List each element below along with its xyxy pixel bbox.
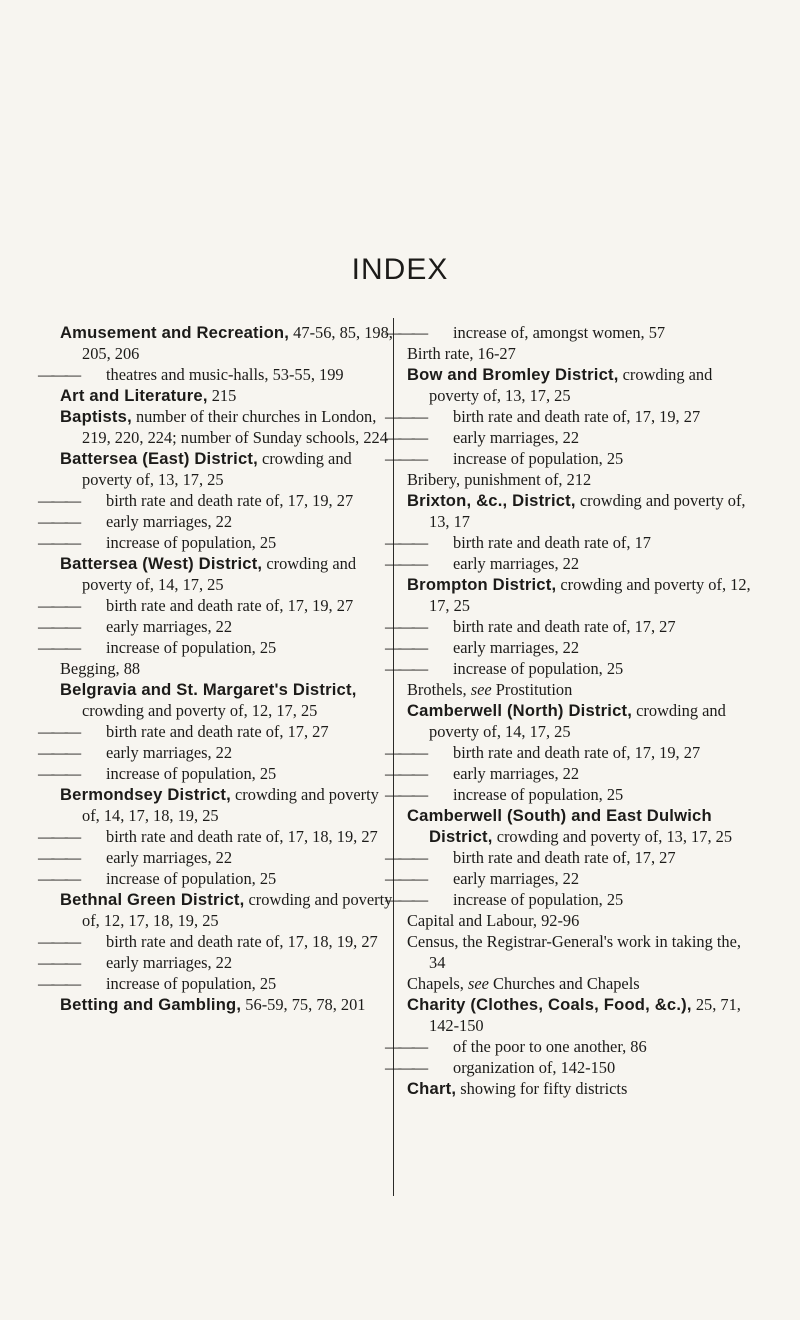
entry-text: crowding and poverty of, 14, 17, 25 [82, 554, 357, 594]
ditto-dash [407, 322, 453, 343]
entry-heading: Battersea (West) District, [60, 554, 263, 573]
index-entry [60, 994, 400, 1015]
ditto-dash [60, 826, 106, 847]
index-entry [407, 994, 752, 1036]
entry-text: Capital and Labour, 92-96 [407, 911, 580, 930]
entry-text: increase of population, 25 [106, 869, 277, 888]
index-entry [407, 973, 752, 994]
ditto-dash [407, 658, 453, 679]
ditto-dash [60, 847, 106, 868]
entry-text: increase of population, 25 [106, 974, 277, 993]
entry-see-reference: see [468, 974, 489, 993]
index-entry [407, 679, 752, 700]
entry-text: number of their churches in London, 219, 220, 224; number of Sunday schools, 224 [82, 407, 388, 447]
entry-text: increase of population, 25 [106, 638, 277, 657]
entry-heading: Baptists, [60, 407, 132, 426]
index-subentry [60, 511, 400, 532]
ditto-dash [60, 490, 106, 511]
index-entry [407, 343, 752, 364]
entry-see-reference: see [470, 680, 492, 699]
index-subentry [60, 721, 400, 742]
index-subentry [407, 847, 752, 868]
ditto-dash [407, 532, 453, 553]
entry-text: birth rate and death rate of, 17, 19, 27 [106, 596, 354, 615]
entry-heading: Bermondsey District, [60, 785, 231, 804]
entry-text: increase of population, 25 [453, 449, 624, 468]
entry-heading: Bow and Bromley District, [407, 365, 619, 384]
entry-text: early marriages, 22 [453, 428, 580, 447]
index-subentry [407, 427, 752, 448]
index-subentry [407, 616, 752, 637]
ditto-dash [407, 616, 453, 637]
entry-text: increase of population, 25 [106, 533, 277, 552]
entry-heading: Art and Literature, [60, 386, 208, 405]
entry-heading: Camberwell (South) and East Dulwich District, [407, 806, 712, 846]
entry-text: increase of population, 25 [453, 890, 624, 909]
index-entry [407, 700, 752, 742]
entry-text: Birth rate, 16-27 [407, 344, 516, 363]
entry-text: birth rate and death rate of, 17, 19, 27 [106, 491, 354, 510]
entry-heading: Battersea (East) District, [60, 449, 258, 468]
entry-text: increase of, amongst women, 57 [453, 323, 666, 342]
ditto-dash [407, 427, 453, 448]
ditto-dash [407, 448, 453, 469]
entry-text: crowding and poverty of, 14, 17, 18, 19, 25 [82, 785, 379, 825]
ditto-dash [407, 784, 453, 805]
index-subentry [407, 784, 752, 805]
entry-text: birth rate and death rate of, 17, 27 [453, 848, 676, 867]
index-entry [407, 574, 752, 616]
entry-text: birth rate and death rate of, 17, 27 [453, 617, 676, 636]
index-entry [60, 658, 400, 679]
entry-text: organization of, 142-150 [453, 1058, 616, 1077]
ditto-dash [407, 1057, 453, 1078]
entry-text: showing for fifty districts [456, 1079, 628, 1098]
ditto-dash [407, 637, 453, 658]
index-entry [60, 385, 400, 406]
index-subentry [407, 658, 752, 679]
entry-text: crowding and poverty of, 12, 17, 25 [429, 575, 751, 615]
index-entry [60, 889, 400, 931]
ditto-dash [407, 1036, 453, 1057]
index-entry [407, 805, 752, 847]
entry-text: birth rate and death rate of, 17, 27 [106, 722, 329, 741]
index-subentry [60, 847, 400, 868]
ditto-dash [407, 742, 453, 763]
entry-text: Chapels, [407, 974, 469, 993]
entry-text: crowding and poverty of, 13, 17, 25 [429, 365, 713, 405]
entry-text: early marriages, 22 [106, 512, 233, 531]
entry-text: early marriages, 22 [106, 743, 233, 762]
ditto-dash [60, 868, 106, 889]
entry-text: 25, 71, 142-150 [429, 995, 741, 1035]
index-subentry [60, 952, 400, 973]
index-subentry [407, 637, 752, 658]
entry-text: Census, the Registrar-General's work in taking the, 34 [407, 932, 741, 972]
index-entry [407, 931, 752, 973]
index-subentry [407, 448, 752, 469]
index-subentry [407, 406, 752, 427]
entry-text: 47-56, 85, 198, 205, 206 [82, 323, 393, 363]
entry-text: 215 [207, 386, 237, 405]
index-entry [60, 679, 400, 721]
index-subentry [60, 868, 400, 889]
index-subentry [407, 553, 752, 574]
entry-text: early marriages, 22 [106, 617, 233, 636]
entry-see-target: Churches and Chapels [488, 974, 640, 993]
entry-heading: Bethnal Green District, [60, 890, 245, 909]
ditto-dash [60, 763, 106, 784]
entry-text: of the poor to one another, 86 [453, 1037, 647, 1056]
entry-text: increase of population, 25 [453, 659, 624, 678]
ditto-dash [60, 721, 106, 742]
entry-text: early marriages, 22 [453, 869, 580, 888]
index-entry [407, 364, 752, 406]
index-subentry [60, 742, 400, 763]
entry-text: crowding and poverty of, 13, 17 [429, 491, 746, 531]
ditto-dash [60, 637, 106, 658]
entry-heading: Chart, [407, 1079, 457, 1098]
ditto-dash [60, 952, 106, 973]
entry-heading: Charity (Clothes, Coals, Food, &c.), [407, 995, 692, 1014]
entry-text: early marriages, 22 [453, 638, 580, 657]
index-subentry [407, 1036, 752, 1057]
ditto-dash [407, 868, 453, 889]
index-subentry [407, 742, 752, 763]
ditto-dash [407, 553, 453, 574]
entry-text: crowding and poverty of, 12, 17, 18, 19, 25 [82, 890, 393, 930]
index-entry [407, 1078, 752, 1099]
index-entry [60, 448, 400, 490]
index-subentry [60, 826, 400, 847]
entry-text: crowding and poverty of, 13, 17, 25 [82, 449, 352, 489]
ditto-dash [60, 931, 106, 952]
entry-text: birth rate and death rate of, 17, 19, 27 [453, 407, 701, 426]
entry-text: birth rate and death rate of, 17 [453, 533, 651, 552]
ditto-dash [60, 616, 106, 637]
index-subentry [407, 322, 752, 343]
ditto-dash [407, 406, 453, 427]
index-subentry [407, 868, 752, 889]
index-subentry [60, 595, 400, 616]
index-subentry [60, 931, 400, 952]
ditto-dash [407, 889, 453, 910]
entry-text: crowding and poverty of, 14, 17, 25 [429, 701, 726, 741]
index-subentry [60, 616, 400, 637]
index-subentry [60, 364, 400, 385]
index-subentry [407, 763, 752, 784]
index-subentry [60, 490, 400, 511]
entry-text: theatres and music-halls, 53-55, 199 [106, 365, 344, 384]
index-entry [60, 553, 400, 595]
entry-text: Begging, 88 [60, 659, 141, 678]
index-entry [60, 406, 400, 448]
ditto-dash [60, 511, 106, 532]
index-subentry [60, 763, 400, 784]
index-entry [60, 784, 400, 826]
entry-text: Bribery, punishment of, 212 [407, 470, 592, 489]
index-subentry [407, 1057, 752, 1078]
ditto-dash [60, 742, 106, 763]
ditto-dash [60, 595, 106, 616]
index-subentry [407, 532, 752, 553]
entry-text: 56-59, 75, 78, 201 [241, 995, 366, 1014]
index-column-right [407, 322, 752, 1099]
ditto-dash [60, 364, 106, 385]
entry-see-target: Prostitution [491, 680, 573, 699]
ditto-dash [60, 532, 106, 553]
entry-text: crowding and poverty of, 13, 17, 25 [492, 827, 733, 846]
entry-text: early marriages, 22 [453, 554, 580, 573]
index-entry [407, 469, 752, 490]
entry-heading: Camberwell (North) District, [407, 701, 633, 720]
index-subentry [407, 889, 752, 910]
entry-heading: Betting and Gambling, [60, 995, 242, 1014]
index-entry [60, 322, 400, 364]
index-entry [407, 490, 752, 532]
entry-heading: Belgravia and St. Margaret's District, [60, 680, 357, 699]
entry-heading: Brompton District, [407, 575, 557, 594]
index-column-left [60, 322, 400, 1015]
entry-text: birth rate and death rate of, 17, 19, 27 [453, 743, 701, 762]
entry-text: increase of population, 25 [106, 764, 277, 783]
entry-text: crowding and poverty of, 12, 17, 25 [82, 701, 318, 720]
entry-text: birth rate and death rate of, 17, 18, 19, 27 [106, 827, 378, 846]
ditto-dash [60, 973, 106, 994]
index-subentry [60, 637, 400, 658]
index-subentry [60, 973, 400, 994]
index-subentry [60, 532, 400, 553]
entry-heading: Amusement and Recreation, [60, 323, 290, 342]
entry-text: Brothels, [407, 680, 471, 699]
ditto-dash [407, 847, 453, 868]
index-entry [407, 910, 752, 931]
page-title: INDEX [351, 253, 449, 286]
entry-text: increase of population, 25 [453, 785, 624, 804]
entry-text: early marriages, 22 [106, 953, 233, 972]
entry-text: early marriages, 22 [106, 848, 233, 867]
entry-heading: Brixton, &c., District, [407, 491, 576, 510]
entry-text: early marriages, 22 [453, 764, 580, 783]
ditto-dash [407, 763, 453, 784]
entry-text: birth rate and death rate of, 17, 18, 19, 27 [106, 932, 378, 951]
